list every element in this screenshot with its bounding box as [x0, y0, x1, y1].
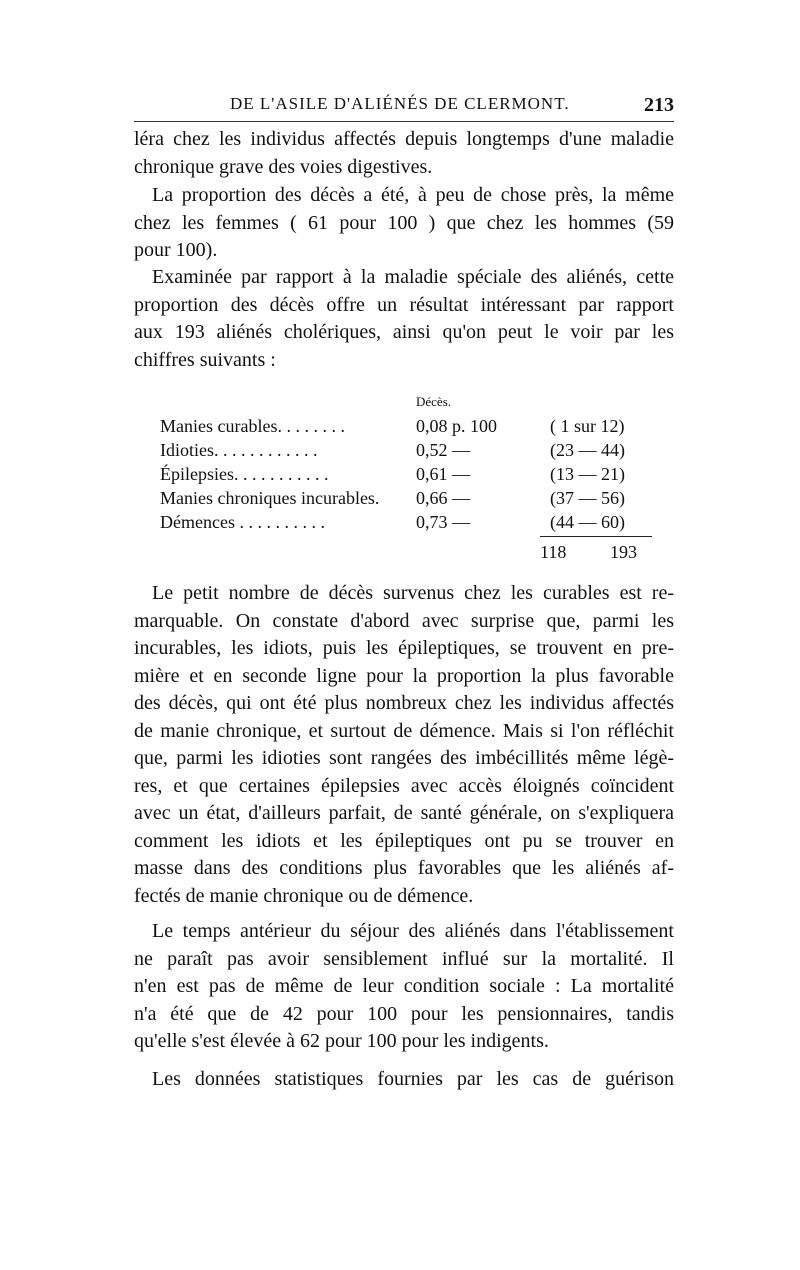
row-value: 0,52 —: [416, 440, 470, 460]
table-row: [160, 464, 660, 488]
text-line: n'en est pas de même de leur condition sociale : La mortalité: [134, 975, 674, 997]
text-line: La proportion des décès a été, à peu de chose près, la même: [152, 184, 674, 206]
row-fraction: (13 — 21): [550, 464, 625, 484]
text-line: marquable. On constate d'abord avec surprise que, parmi les: [134, 609, 674, 632]
table-row: [160, 440, 660, 464]
row-value: 0,61 —: [416, 464, 470, 484]
text-line: res, et que certaines épilepsies avec accès éloignés coïncident: [134, 774, 674, 797]
row-value: 0,08 p. 100: [416, 416, 497, 436]
total-cases: 193: [610, 542, 637, 562]
row-label: Manies chroniques incurables.: [160, 488, 380, 508]
text-line: que, parmi les idioties sont rangées des imbécillités même légè-: [134, 747, 674, 769]
text-line: ne paraît pas avoir sensiblement influé sur la mortalité. Il: [134, 947, 674, 970]
row-value: 0,66 —: [416, 488, 470, 508]
paragraph-5: [134, 918, 674, 1056]
row-fraction: (44 — 60): [550, 512, 625, 532]
text-line: avec un état, d'ailleurs parfait, de santé générale, on s'expliquera: [134, 802, 674, 824]
table-row: [160, 488, 660, 512]
row-label: Épilepsies. . . . . . . . . . .: [160, 464, 329, 484]
text-line: léra chez les individus affectés depuis longtemps d'une maladie: [134, 128, 674, 150]
row-fraction: (37 — 56): [550, 488, 625, 508]
text-line: de manie chronique, et surtout de démence. Mais si l'on réfléchit: [134, 719, 674, 742]
page-number: 213: [644, 94, 674, 116]
column-header-deces: Décès.: [416, 394, 452, 409]
text-line: aux 193 aliénés cholériques, ainsi qu'on peut le voir par les: [134, 321, 674, 343]
text-line: chez les femmes ( 61 pour 100 ) que chez les hommes (59: [134, 211, 674, 234]
running-head: [134, 94, 674, 120]
mortality-table: [160, 388, 660, 573]
text-line: Le petit nombre de décès survenus chez les curables est re-: [152, 582, 674, 604]
text-line: n'a été que de 42 pour 100 pour les pensionnaires, tandis: [134, 1002, 674, 1025]
row-value: 0,73 —: [416, 512, 470, 532]
text-line: masse dans des conditions plus favorables que les aliénés af-: [134, 857, 674, 879]
table-row: [160, 512, 660, 536]
running-title: DE L'ASILE D'ALIÉNÉS DE CLERMONT.: [230, 94, 570, 113]
paragraph-2: [134, 182, 674, 265]
text-line: chronique grave des voies digestives.: [134, 155, 433, 178]
text-line: pour 100).: [134, 239, 218, 261]
text-line: chiffres suivants :: [134, 348, 276, 371]
row-fraction: (23 — 44): [550, 440, 625, 460]
text-line: Les données statistiques fournies par les cas de guérison: [152, 1068, 674, 1090]
header-rule: [134, 121, 674, 122]
row-label: Démences . . . . . . . . . .: [160, 512, 325, 532]
text-line: incurables, les idiots, puis les épileptiques, se trouvent en pre-: [134, 637, 674, 659]
row-fraction: ( 1 sur 12): [550, 416, 625, 436]
text-line: Le temps antérieur du séjour des aliénés dans l'établissement: [152, 920, 674, 942]
row-label: Idioties. . . . . . . . . . . .: [160, 440, 318, 460]
text-line: comment les idiots et les épileptiques ont pu se trouver en: [134, 829, 674, 852]
total-deaths: 118: [540, 542, 567, 562]
table-row: [160, 416, 660, 440]
text-line: proportion des décès offre un résultat intéressant par rapport: [134, 293, 674, 316]
text-line: qu'elle s'est élevée à 62 pour 100 pour les indigents.: [134, 1030, 549, 1052]
paragraph-6: [134, 1066, 674, 1094]
paragraph-4: [134, 580, 674, 910]
text-line: mière et en seconde ligne pour la proportion la plus favorable: [134, 664, 674, 687]
text-line: Examinée par rapport à la maladie spéciale des aliénés, cette: [152, 266, 674, 288]
paragraph-3: [134, 264, 674, 374]
row-label: Manies curables. . . . . . . .: [160, 416, 345, 436]
text-line: fectés de manie chronique ou de démence.: [134, 884, 474, 907]
sum-rule: [540, 536, 652, 537]
text-line: des décès, qui ont été plus nombreux chez les individus affectés: [134, 692, 674, 714]
paragraph-1: [134, 126, 674, 181]
